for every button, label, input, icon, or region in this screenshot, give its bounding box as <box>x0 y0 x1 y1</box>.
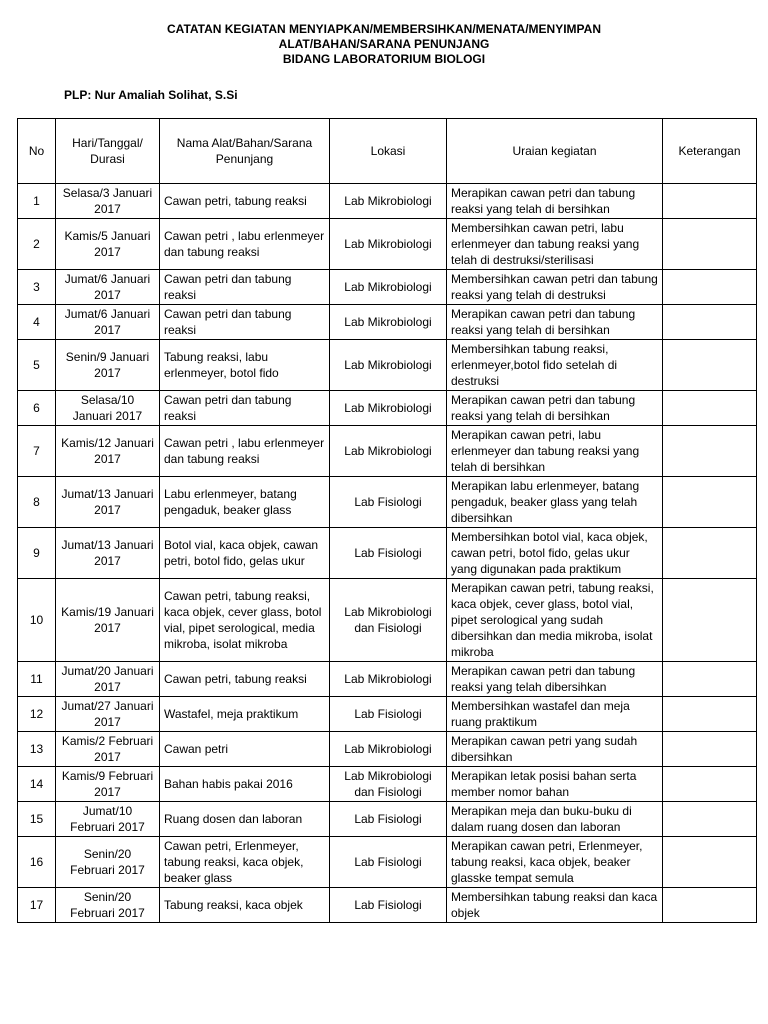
row-item: Cawan petri, Erlenmeyer, tabung reaksi, kaca objek, beaker glass <box>160 837 330 888</box>
row-item: Labu erlenmeyer, batang pengaduk, beaker glass <box>160 477 330 528</box>
activity-table <box>17 118 757 923</box>
table-row <box>18 340 757 391</box>
table-row <box>18 184 757 219</box>
header-date: Hari/Tanggal/ Durasi <box>56 119 160 184</box>
row-location: Lab Fisiologi <box>330 837 447 888</box>
row-location: Lab Mikrobiologi <box>330 219 447 270</box>
row-location: Lab Mikrobiologi <box>330 184 447 219</box>
table-row <box>18 888 757 923</box>
row-item: Cawan petri dan tabung reaksi <box>160 305 330 340</box>
row-activity: Merapikan cawan petri yang sudah dibersihkan <box>447 732 663 767</box>
title-line-2: ALAT/BAHAN/SARANA PENUNJANG <box>278 37 490 51</box>
row-number: 16 <box>18 837 56 888</box>
row-item: Cawan petri , labu erlenmeyer dan tabung reaksi <box>160 219 330 270</box>
table-row <box>18 662 757 697</box>
row-date: Senin/20 Februari 2017 <box>56 888 160 923</box>
table-row <box>18 528 757 579</box>
row-date: Jumat/13 Januari 2017 <box>56 477 160 528</box>
row-activity: Merapikan cawan petri dan tabung reaksi yang telah dibersihkan <box>447 662 663 697</box>
row-date: Selasa/10 Januari 2017 <box>56 391 160 426</box>
row-activity: Membersihkan tabung reaksi dan kaca objek <box>447 888 663 923</box>
row-number: 8 <box>18 477 56 528</box>
row-activity: Merapikan letak posisi bahan serta member nomor bahan <box>447 767 663 802</box>
row-location: Lab Mikrobiologi <box>330 662 447 697</box>
row-item: Cawan petri, tabung reaksi <box>160 184 330 219</box>
row-location: Lab Fisiologi <box>330 888 447 923</box>
row-activity: Merapikan cawan petri dan tabung reaksi yang telah di bersihkan <box>447 184 663 219</box>
row-date: Jumat/6 Januari 2017 <box>56 305 160 340</box>
row-item: Bahan habis pakai 2016 <box>160 767 330 802</box>
row-activity: Merapikan cawan petri dan tabung reaksi yang telah di bersihkan <box>447 391 663 426</box>
table-row <box>18 426 757 477</box>
header-activity: Uraian kegiatan <box>447 119 663 184</box>
row-item: Tabung reaksi, labu erlenmeyer, botol fido <box>160 340 330 391</box>
row-location: Lab Mikrobiologi <box>330 732 447 767</box>
row-location: Lab Mikrobiologi <box>330 305 447 340</box>
row-number: 12 <box>18 697 56 732</box>
table-row <box>18 837 757 888</box>
row-date: Jumat/10 Februari 2017 <box>56 802 160 837</box>
document-title <box>0 22 768 67</box>
row-note <box>663 662 757 697</box>
row-number: 7 <box>18 426 56 477</box>
row-item: Cawan petri, tabung reaksi <box>160 662 330 697</box>
row-note <box>663 270 757 305</box>
row-number: 13 <box>18 732 56 767</box>
row-number: 17 <box>18 888 56 923</box>
header-location: Lokasi <box>330 119 447 184</box>
row-note <box>663 837 757 888</box>
row-item: Wastafel, meja praktikum <box>160 697 330 732</box>
row-note <box>663 732 757 767</box>
row-number: 10 <box>18 579 56 662</box>
row-number: 15 <box>18 802 56 837</box>
row-location: Lab Mikrobiologi <box>330 270 447 305</box>
row-date: Kamis/19 Januari 2017 <box>56 579 160 662</box>
row-activity: Merapikan cawan petri, Erlenmeyer, tabung reaksi, kaca objek, beaker glasske tempat semula <box>447 837 663 888</box>
row-activity: Merapikan cawan petri dan tabung reaksi yang telah di bersihkan <box>447 305 663 340</box>
row-location: Lab Mikrobiologi dan Fisiologi <box>330 579 447 662</box>
table-row <box>18 270 757 305</box>
row-date: Senin/20 Februari 2017 <box>56 837 160 888</box>
table-row <box>18 305 757 340</box>
row-date: Kamis/2 Februari 2017 <box>56 732 160 767</box>
row-activity: Membersihkan cawan petri, labu erlenmeyer dan tabung reaksi yang telah di destruksi/sterilisasi <box>447 219 663 270</box>
header-item: Nama Alat/Bahan/Sarana Penunjang <box>160 119 330 184</box>
row-number: 9 <box>18 528 56 579</box>
table-row <box>18 391 757 426</box>
row-number: 4 <box>18 305 56 340</box>
table-row <box>18 732 757 767</box>
row-location: Lab Mikrobiologi <box>330 340 447 391</box>
table-row <box>18 219 757 270</box>
row-location: Lab Mikrobiologi <box>330 391 447 426</box>
row-activity: Merapikan cawan petri, tabung reaksi, kaca objek, cever glass, botol vial, pipet serological yang sudah dibersihkan dan media mikroba, isolat mikroba <box>447 579 663 662</box>
row-activity: Membersihkan tabung reaksi, erlenmeyer,botol fido setelah di destruksi <box>447 340 663 391</box>
title-line-1: CATATAN KEGIATAN MENYIAPKAN/MEMBERSIHKAN/MENATA/MENYIMPAN <box>167 22 601 36</box>
row-note <box>663 888 757 923</box>
row-date: Jumat/20 Januari 2017 <box>56 662 160 697</box>
row-date: Senin/9 Januari 2017 <box>56 340 160 391</box>
row-location: Lab Mikrobiologi dan Fisiologi <box>330 767 447 802</box>
row-item: Botol vial, kaca objek, cawan petri, botol fido, gelas ukur <box>160 528 330 579</box>
row-number: 6 <box>18 391 56 426</box>
row-number: 1 <box>18 184 56 219</box>
row-date: Jumat/13 Januari 2017 <box>56 528 160 579</box>
table-row <box>18 697 757 732</box>
header-no: No <box>18 119 56 184</box>
row-item: Cawan petri, tabung reaksi, kaca objek, cever glass, botol vial, pipet serological, media mikroba, isolat mikroba <box>160 579 330 662</box>
row-activity: Membersihkan cawan petri dan tabung reaksi yang telah di destruksi <box>447 270 663 305</box>
row-note <box>663 767 757 802</box>
row-date: Jumat/6 Januari 2017 <box>56 270 160 305</box>
row-date: Selasa/3 Januari 2017 <box>56 184 160 219</box>
row-item: Cawan petri dan tabung reaksi <box>160 391 330 426</box>
row-activity: Merapikan labu erlenmeyer, batang pengaduk, beaker glass yang telah dibersihkan <box>447 477 663 528</box>
row-activity: Membersihkan botol vial, kaca objek, cawan petri, botol fido, gelas ukur yang digunakan pada praktikum <box>447 528 663 579</box>
row-number: 11 <box>18 662 56 697</box>
row-location: Lab Fisiologi <box>330 802 447 837</box>
row-location: Lab Fisiologi <box>330 528 447 579</box>
row-note <box>663 219 757 270</box>
row-date: Kamis/5 Januari 2017 <box>56 219 160 270</box>
row-activity: Membersihkan wastafel dan meja ruang praktikum <box>447 697 663 732</box>
row-note <box>663 528 757 579</box>
row-item: Cawan petri <box>160 732 330 767</box>
row-location: Lab Fisiologi <box>330 697 447 732</box>
row-item: Cawan petri , labu erlenmeyer dan tabung reaksi <box>160 426 330 477</box>
table-row <box>18 802 757 837</box>
row-item: Cawan petri dan tabung reaksi <box>160 270 330 305</box>
table-row <box>18 767 757 802</box>
row-item: Tabung reaksi, kaca objek <box>160 888 330 923</box>
row-note <box>663 579 757 662</box>
plp-officer: PLP: Nur Amaliah Solihat, S.Si <box>64 88 238 102</box>
row-location: Lab Mikrobiologi <box>330 426 447 477</box>
row-number: 5 <box>18 340 56 391</box>
row-number: 2 <box>18 219 56 270</box>
row-note <box>663 305 757 340</box>
row-note <box>663 477 757 528</box>
row-activity: Merapikan cawan petri, labu erlenmeyer dan tabung reaksi yang telah di bersihkan <box>447 426 663 477</box>
row-number: 14 <box>18 767 56 802</box>
table-body <box>18 184 757 923</box>
row-note <box>663 802 757 837</box>
row-date: Jumat/27 Januari 2017 <box>56 697 160 732</box>
row-note <box>663 697 757 732</box>
row-note <box>663 391 757 426</box>
row-note <box>663 340 757 391</box>
row-location: Lab Fisiologi <box>330 477 447 528</box>
table-row <box>18 477 757 528</box>
row-number: 3 <box>18 270 56 305</box>
table-row <box>18 579 757 662</box>
row-note <box>663 426 757 477</box>
header-note: Keterangan <box>663 119 757 184</box>
table-header-row <box>18 119 757 184</box>
row-item: Ruang dosen dan laboran <box>160 802 330 837</box>
title-line-3: BIDANG LABORATORIUM BIOLOGI <box>282 52 486 66</box>
row-date: Kamis/12 Januari 2017 <box>56 426 160 477</box>
row-activity: Merapikan meja dan buku-buku di dalam ruang dosen dan laboran <box>447 802 663 837</box>
row-note <box>663 184 757 219</box>
row-date: Kamis/9 Februari 2017 <box>56 767 160 802</box>
